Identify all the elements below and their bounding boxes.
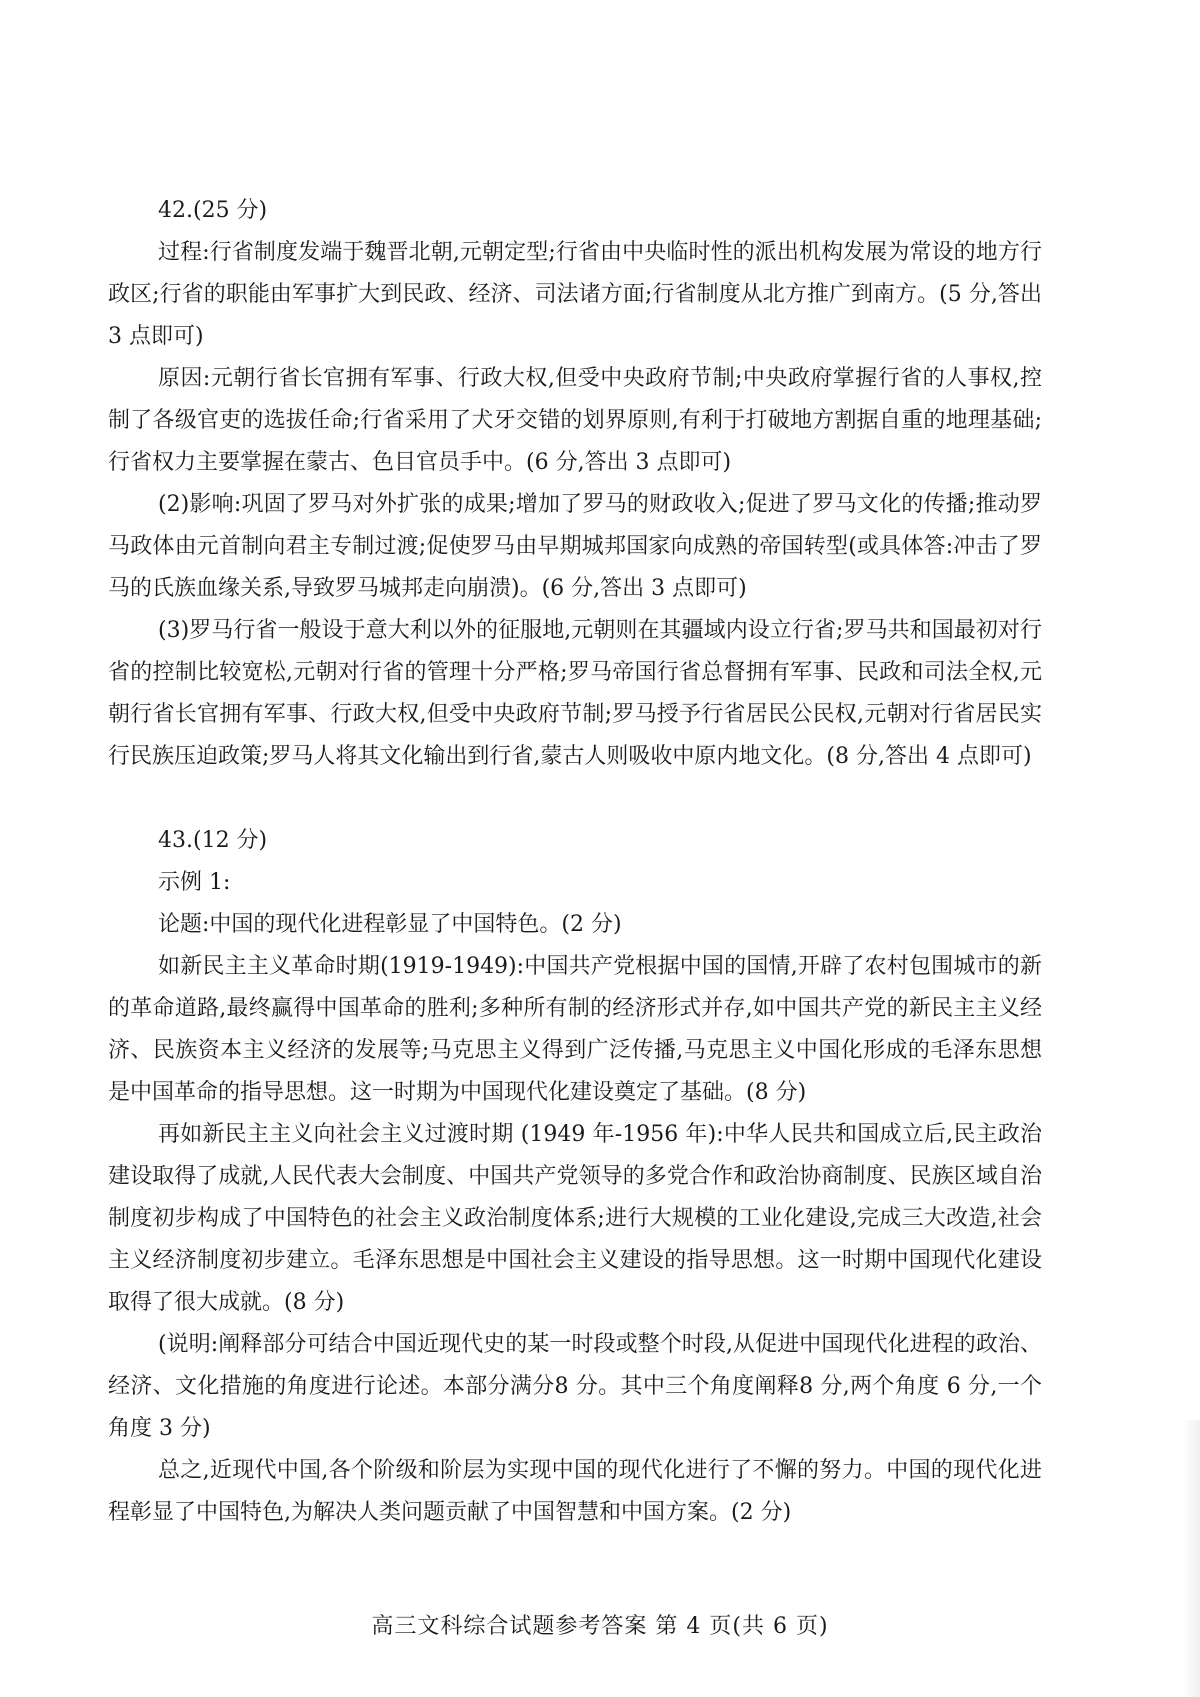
q43-conclusion-paragraph: 总之,近现代中国,各个阶级和阶层为实现中国的现代化进行了不懈的努力。中国的现代化进程彰显了中国特色,为解决人类问题贡献了中国智慧和中国方案。(2 分) bbox=[108, 1458, 1042, 1525]
example-label: 示例 1: bbox=[158, 870, 231, 895]
answer-page bbox=[108, 190, 1042, 1534]
q42-impact-paragraph: (2)影响:巩固了罗马对外扩张的成果;增加了罗马的财政收入;促进了罗马文化的传播;推动罗马政体由元首制向君主专制过渡;促使罗马由早期城邦国家向成熟的帝国转型(或具体答:冲击了罗马的氏族血缘关系,导致罗马城邦走向崩溃)。(6 分,答出 3 点即可) bbox=[108, 492, 1042, 601]
q42-reason-paragraph: 原因:元朝行省长官拥有军事、行政大权,但受中央政府节制;中央政府掌握行省的人事权,控制了各级官吏的选拔任命;行省采用了犬牙交错的划界原则,有利于打破地方割据自重的地理基础;行省权力主要掌握在蒙古、色目官员手中。(6 分,答出 3 点即可) bbox=[108, 366, 1042, 475]
q43-new-democratic-paragraph: 如新民主主义革命时期(1919-1949):中国共产党根据中国的国情,开辟了农村包围城市的新的革命道路,最终赢得中国革命的胜利;多种所有制的经济形式并存,如中国共产党的新民主主义经济、民族资本主义经济的发展等;马克思主义得到广泛传播,马克思主义中国化形成的毛泽东思想是中国革命的指导思想。这一时期为中国现代化建设奠定了基础。(8 分) bbox=[108, 954, 1042, 1105]
q42-process-paragraph: 过程:行省制度发端于魏晋北朝,元朝定型;行省由中央临时性的派出机构发展为常设的地方行政区;行省的职能由军事扩大到民政、经济、司法诸方面;行省制度从北方推广到南方。(5 分,答出 3 点即可) bbox=[108, 240, 1042, 349]
question-43-answer bbox=[108, 820, 1042, 1534]
scan-edge-shadow bbox=[1182, 1420, 1200, 1697]
question-42-heading: 42.(25 分) bbox=[158, 198, 268, 223]
question-42-answer bbox=[108, 190, 1042, 778]
q42-comparison-paragraph: (3)罗马行省一般设于意大利以外的征服地,元朝则在其疆域内设立行省;罗马共和国最初对行省的控制比较宽松,元朝对行省的管理十分严格;罗马帝国行省总督拥有军事、民政和司法全权,元朝行省长官拥有军事、行政大权,但受中央政府节制;罗马授予行省居民公民权,元朝对行省居民实行民族压迫政策;罗马人将其文化输出到行省,蒙古人则吸收中原内地文化。(8 分,答出 4 点即可) bbox=[108, 618, 1042, 769]
page-footer: 高三文科综合试题参考答案 第 4 页(共 6 页) bbox=[371, 1614, 829, 1639]
q43-note-paragraph: (说明:阐释部分可结合中国近现代史的某一时段或整个时段,从促进中国现代化进程的政治、经济、文化措施的角度进行论述。本部分满分8 分。其中三个角度阐释8 分,两个角度 6 分,一个角度 3 分) bbox=[108, 1332, 1042, 1441]
q43-transition-paragraph: 再如新民主主义向社会主义过渡时期 (1949 年-1956 年):中华人民共和国成立后,民主政治建设取得了成就,人民代表大会制度、中国共产党领导的多党合作和政治协商制度、民族区域自治制度初步构成了中国特色的社会主义政治制度体系;进行大规模的工业化建设,完成三大改造,社会主义经济制度初步建立。毛泽东思想是中国社会主义建设的指导思想。这一时期中国现代化建设取得了很大成就。(8 分) bbox=[108, 1122, 1042, 1315]
question-43-heading: 43.(12 分) bbox=[158, 828, 268, 853]
q43-thesis-paragraph: 论题:中国的现代化进程彰显了中国特色。(2 分) bbox=[158, 912, 622, 937]
